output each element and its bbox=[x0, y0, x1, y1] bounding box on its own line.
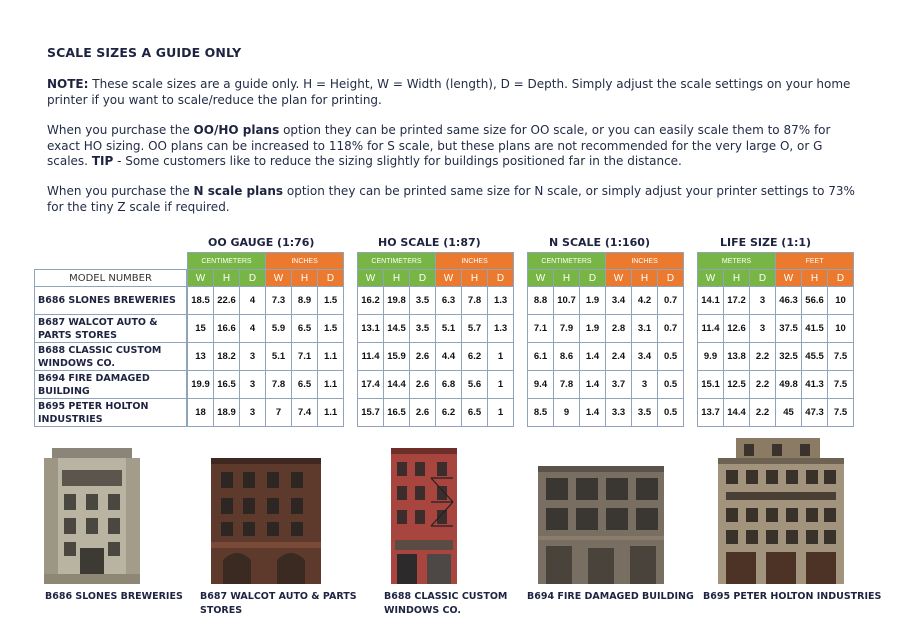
dimension-cell: 37.5 bbox=[776, 315, 802, 343]
table-row bbox=[528, 315, 684, 343]
dimension-cell: 6.3 bbox=[436, 287, 462, 315]
dimension-cell: 5.1 bbox=[436, 315, 462, 343]
dimension-cell: 6.1 bbox=[528, 343, 554, 371]
dimension-cell: 7.9 bbox=[554, 315, 580, 343]
dimension-cell: 41.5 bbox=[802, 315, 828, 343]
dimension-cell: 1.1 bbox=[318, 399, 344, 427]
dimension-cell: 14.4 bbox=[724, 399, 750, 427]
dimension-cell: 7.5 bbox=[828, 343, 854, 371]
building-image-b694 bbox=[538, 466, 664, 584]
dimension-cell: 3 bbox=[240, 343, 266, 371]
dimension-cell: 15 bbox=[188, 315, 214, 343]
dimension-cell: 18.9 bbox=[214, 399, 240, 427]
model-name-cell: B694 FIRE DAMAGED BUILDING bbox=[35, 371, 187, 399]
table-row bbox=[188, 287, 344, 315]
caption-b694: B694 FIRE DAMAGED BUILDING bbox=[527, 591, 694, 602]
ho-scale-table bbox=[357, 252, 514, 427]
dimension-cell: 4.2 bbox=[632, 287, 658, 315]
metric-unit-header: CENTIMETERS bbox=[188, 253, 266, 270]
dimension-cell: 7.8 bbox=[462, 287, 488, 315]
dimension-header: W bbox=[606, 270, 632, 287]
model-name-cell: B688 CLASSIC CUSTOM WINDOWS CO. bbox=[35, 343, 187, 371]
life-size-table bbox=[697, 252, 854, 427]
dimension-cell: 3 bbox=[240, 371, 266, 399]
n-plans-highlight: N scale plans bbox=[193, 184, 284, 198]
dimension-cell: 6.5 bbox=[292, 371, 318, 399]
oo-plans-paragraph bbox=[47, 123, 867, 170]
building-image-b687 bbox=[211, 458, 321, 584]
dimension-header: H bbox=[554, 270, 580, 287]
dimension-cell: 56.6 bbox=[802, 287, 828, 315]
dimension-cell: 6.5 bbox=[292, 315, 318, 343]
tip-label: TIP bbox=[91, 154, 114, 168]
dimension-cell: 14.1 bbox=[698, 287, 724, 315]
dimension-cell: 3.1 bbox=[632, 315, 658, 343]
dimension-cell: 0.7 bbox=[658, 315, 684, 343]
dimension-cell: 49.8 bbox=[776, 371, 802, 399]
oo-gauge-title: OO GAUGE (1:76) bbox=[208, 236, 315, 249]
dimension-cell: 4 bbox=[240, 315, 266, 343]
n-text-1: When you purchase the bbox=[47, 184, 194, 198]
table-row bbox=[698, 399, 854, 427]
dimension-header: D bbox=[750, 270, 776, 287]
dimension-cell: 1.3 bbox=[488, 315, 514, 343]
dimension-cell: 3.7 bbox=[606, 371, 632, 399]
dimension-cell: 45.5 bbox=[802, 343, 828, 371]
dimension-cell: 3.5 bbox=[410, 315, 436, 343]
dimension-header: W bbox=[528, 270, 554, 287]
dimension-cell: 3 bbox=[750, 287, 776, 315]
table-row bbox=[358, 399, 514, 427]
table-row bbox=[358, 371, 514, 399]
dimension-header: D bbox=[828, 270, 854, 287]
dimension-cell: 8.8 bbox=[528, 287, 554, 315]
dimension-cell: 6.8 bbox=[436, 371, 462, 399]
dimension-cell: 5.7 bbox=[462, 315, 488, 343]
dimension-cell: 2.4 bbox=[606, 343, 632, 371]
caption-b688: B688 CLASSIC CUSTOM WINDOWS CO. bbox=[384, 591, 508, 616]
dimension-cell: 7.8 bbox=[554, 371, 580, 399]
dimension-cell: 13.7 bbox=[698, 399, 724, 427]
caption-b686: B686 SLONES BREWERIES bbox=[45, 591, 183, 602]
dimension-cell: 0.5 bbox=[658, 399, 684, 427]
dimension-cell: 9 bbox=[554, 399, 580, 427]
dimension-cell: 7.5 bbox=[828, 399, 854, 427]
note-text: These scale sizes are a guide only. H = Height, W = Width (length), D = Depth. Simply adjust the scale settings on your home printer if you want to scale/reduce the plan for printing. bbox=[47, 77, 851, 107]
dimension-cell: 19.9 bbox=[188, 371, 214, 399]
dimension-header: D bbox=[488, 270, 514, 287]
dimension-cell: 2.8 bbox=[606, 315, 632, 343]
dimension-header: H bbox=[724, 270, 750, 287]
dimension-header: D bbox=[580, 270, 606, 287]
dimension-cell: 11.4 bbox=[358, 343, 384, 371]
dimension-cell: 18.2 bbox=[214, 343, 240, 371]
imperial-unit-header: INCHES bbox=[436, 253, 514, 270]
dimension-header: D bbox=[240, 270, 266, 287]
note-paragraph bbox=[47, 77, 867, 108]
dimension-cell: 3 bbox=[750, 315, 776, 343]
dimension-header: W bbox=[358, 270, 384, 287]
dimension-cell: 0.7 bbox=[658, 287, 684, 315]
model-name-cell: B686 SLONES BREWERIES bbox=[35, 287, 187, 315]
table-row bbox=[358, 343, 514, 371]
dimension-cell: 47.3 bbox=[802, 399, 828, 427]
dimension-cell: 16.5 bbox=[214, 371, 240, 399]
dimension-cell: 2.2 bbox=[750, 343, 776, 371]
dimension-cell: 8.9 bbox=[292, 287, 318, 315]
dimension-cell: 15.7 bbox=[358, 399, 384, 427]
dimension-cell: 2.2 bbox=[750, 371, 776, 399]
imperial-unit-header: FEET bbox=[776, 253, 854, 270]
table-row bbox=[358, 315, 514, 343]
dimension-cell: 16.6 bbox=[214, 315, 240, 343]
table-row bbox=[358, 287, 514, 315]
dimension-cell: 9.4 bbox=[528, 371, 554, 399]
dimension-cell: 1.4 bbox=[580, 371, 606, 399]
dimension-header: H bbox=[292, 270, 318, 287]
table-row bbox=[528, 399, 684, 427]
dimension-cell: 12.6 bbox=[724, 315, 750, 343]
dimension-cell: 14.4 bbox=[384, 371, 410, 399]
building-image-b686 bbox=[42, 448, 142, 584]
dimension-header: D bbox=[410, 270, 436, 287]
metric-unit-header: CENTIMETERS bbox=[358, 253, 436, 270]
table-row bbox=[698, 287, 854, 315]
oo-text-3: - Some customers like to reduce the sizing slightly for buildings positioned far in the distance. bbox=[113, 154, 682, 168]
table-row bbox=[188, 371, 344, 399]
dimension-cell: 18.5 bbox=[188, 287, 214, 315]
dimension-header: W bbox=[266, 270, 292, 287]
dimension-cell: 1.1 bbox=[318, 371, 344, 399]
table-row bbox=[528, 371, 684, 399]
n-plans-paragraph bbox=[47, 184, 867, 215]
dimension-cell: 19.8 bbox=[384, 287, 410, 315]
dimension-cell: 13.8 bbox=[724, 343, 750, 371]
dimension-cell: 6.5 bbox=[462, 399, 488, 427]
page-title: SCALE SIZES A GUIDE ONLY bbox=[47, 45, 242, 60]
dimension-cell: 1.3 bbox=[488, 287, 514, 315]
dimension-cell: 7.4 bbox=[292, 399, 318, 427]
model-name-cell: B695 PETER HOLTON INDUSTRIES bbox=[35, 399, 187, 427]
caption-b687: B687 WALCOT AUTO & PARTS STORES bbox=[200, 591, 357, 616]
n-scale-title: N SCALE (1:160) bbox=[549, 236, 650, 249]
dimension-cell: 1 bbox=[488, 371, 514, 399]
dimension-cell: 22.6 bbox=[214, 287, 240, 315]
dimension-cell: 16.2 bbox=[358, 287, 384, 315]
dimension-cell: 0.5 bbox=[658, 343, 684, 371]
dimension-header: H bbox=[214, 270, 240, 287]
dimension-header: H bbox=[802, 270, 828, 287]
model-name-table bbox=[34, 269, 187, 427]
dimension-cell: 7.1 bbox=[292, 343, 318, 371]
dimension-cell: 10 bbox=[828, 315, 854, 343]
dimension-cell: 5.1 bbox=[266, 343, 292, 371]
dimension-header: W bbox=[436, 270, 462, 287]
dimension-cell: 10 bbox=[828, 287, 854, 315]
dimension-cell: 2.6 bbox=[410, 399, 436, 427]
dimension-cell: 1.9 bbox=[580, 287, 606, 315]
metric-unit-header: CENTIMETERS bbox=[528, 253, 606, 270]
building-image-b695 bbox=[718, 438, 844, 584]
dimension-cell: 41.3 bbox=[802, 371, 828, 399]
dimension-cell: 16.5 bbox=[384, 399, 410, 427]
dimension-cell: 9.9 bbox=[698, 343, 724, 371]
dimension-cell: 45 bbox=[776, 399, 802, 427]
table-row bbox=[698, 343, 854, 371]
dimension-cell: 12.5 bbox=[724, 371, 750, 399]
oo-plans-highlight: OO/HO plans bbox=[193, 123, 280, 137]
dimension-cell: 8.5 bbox=[528, 399, 554, 427]
dimension-header: W bbox=[188, 270, 214, 287]
oo-text-1: When you purchase the bbox=[47, 123, 194, 137]
dimension-cell: 5.6 bbox=[462, 371, 488, 399]
model-name-cell: B687 WALCOT AUTO & PARTS STORES bbox=[35, 315, 187, 343]
dimension-cell: 7.5 bbox=[828, 371, 854, 399]
dimension-cell: 5.9 bbox=[266, 315, 292, 343]
oo-text-2: option they can be printed same size for OO scale, or you can easily scale them to 87% for exact HO sizing. OO plans can be increased to 118% for S scale, but these plans are not recommended for the very large O, or G scales. bbox=[47, 123, 831, 168]
dimension-cell: 17.4 bbox=[358, 371, 384, 399]
dimension-cell: 17.2 bbox=[724, 287, 750, 315]
dimension-header: W bbox=[698, 270, 724, 287]
dimension-cell: 1.5 bbox=[318, 315, 344, 343]
table-row bbox=[188, 343, 344, 371]
dimension-cell: 1.9 bbox=[580, 315, 606, 343]
dimension-header: H bbox=[462, 270, 488, 287]
table-row bbox=[188, 315, 344, 343]
life-size-title: LIFE SIZE (1:1) bbox=[720, 236, 812, 249]
table-row bbox=[528, 343, 684, 371]
dimension-cell: 3.4 bbox=[632, 343, 658, 371]
dimension-cell: 18 bbox=[188, 399, 214, 427]
dimension-cell: 6.2 bbox=[462, 343, 488, 371]
dimension-cell: 14.5 bbox=[384, 315, 410, 343]
n-text-2: option they can be printed same size for N scale, or simply adjust your printer settings to 73% for the tiny Z scale if required. bbox=[47, 184, 855, 214]
table-row bbox=[698, 371, 854, 399]
dimension-cell: 3.5 bbox=[410, 287, 436, 315]
dimension-header: W bbox=[776, 270, 802, 287]
dimension-cell: 11.4 bbox=[698, 315, 724, 343]
ho-scale-title: HO SCALE (1:87) bbox=[378, 236, 481, 249]
dimension-cell: 15.9 bbox=[384, 343, 410, 371]
dimension-cell: 0.5 bbox=[658, 371, 684, 399]
dimension-header: H bbox=[632, 270, 658, 287]
imperial-unit-header: INCHES bbox=[266, 253, 344, 270]
dimension-header: H bbox=[384, 270, 410, 287]
dimension-cell: 1.5 bbox=[318, 287, 344, 315]
dimension-cell: 46.3 bbox=[776, 287, 802, 315]
dimension-cell: 13.1 bbox=[358, 315, 384, 343]
note-label: NOTE: bbox=[47, 77, 89, 91]
dimension-cell: 3 bbox=[240, 399, 266, 427]
dimension-cell: 15.1 bbox=[698, 371, 724, 399]
dimension-cell: 2.6 bbox=[410, 371, 436, 399]
dimension-cell: 1 bbox=[488, 399, 514, 427]
dimension-cell: 4.4 bbox=[436, 343, 462, 371]
dimension-cell: 2.6 bbox=[410, 343, 436, 371]
dimension-cell: 7 bbox=[266, 399, 292, 427]
dimension-cell: 8.6 bbox=[554, 343, 580, 371]
dimension-cell: 3.3 bbox=[606, 399, 632, 427]
dimension-cell: 3.5 bbox=[632, 399, 658, 427]
dimension-cell: 7.8 bbox=[266, 371, 292, 399]
dimension-cell: 1.1 bbox=[318, 343, 344, 371]
dimension-cell: 6.2 bbox=[436, 399, 462, 427]
dimension-header: D bbox=[318, 270, 344, 287]
caption-b695: B695 PETER HOLTON INDUSTRIES bbox=[703, 591, 882, 602]
oo-gauge-table bbox=[187, 252, 344, 427]
dimension-header: D bbox=[658, 270, 684, 287]
table-row bbox=[528, 287, 684, 315]
metric-unit-header: METERS bbox=[698, 253, 776, 270]
imperial-unit-header: INCHES bbox=[606, 253, 684, 270]
dimension-cell: 1.4 bbox=[580, 343, 606, 371]
dimension-cell: 10.7 bbox=[554, 287, 580, 315]
dimension-cell: 3.4 bbox=[606, 287, 632, 315]
dimension-cell: 1.4 bbox=[580, 399, 606, 427]
table-row bbox=[698, 315, 854, 343]
dimension-cell: 3 bbox=[632, 371, 658, 399]
table-row bbox=[188, 399, 344, 427]
model-number-header: MODEL NUMBER bbox=[35, 270, 187, 287]
dimension-cell: 7.3 bbox=[266, 287, 292, 315]
dimension-cell: 4 bbox=[240, 287, 266, 315]
dimension-cell: 32.5 bbox=[776, 343, 802, 371]
building-image-b688 bbox=[387, 448, 461, 584]
n-scale-table bbox=[527, 252, 684, 427]
dimension-cell: 1 bbox=[488, 343, 514, 371]
dimension-cell: 13 bbox=[188, 343, 214, 371]
dimension-cell: 7.1 bbox=[528, 315, 554, 343]
dimension-cell: 2.2 bbox=[750, 399, 776, 427]
